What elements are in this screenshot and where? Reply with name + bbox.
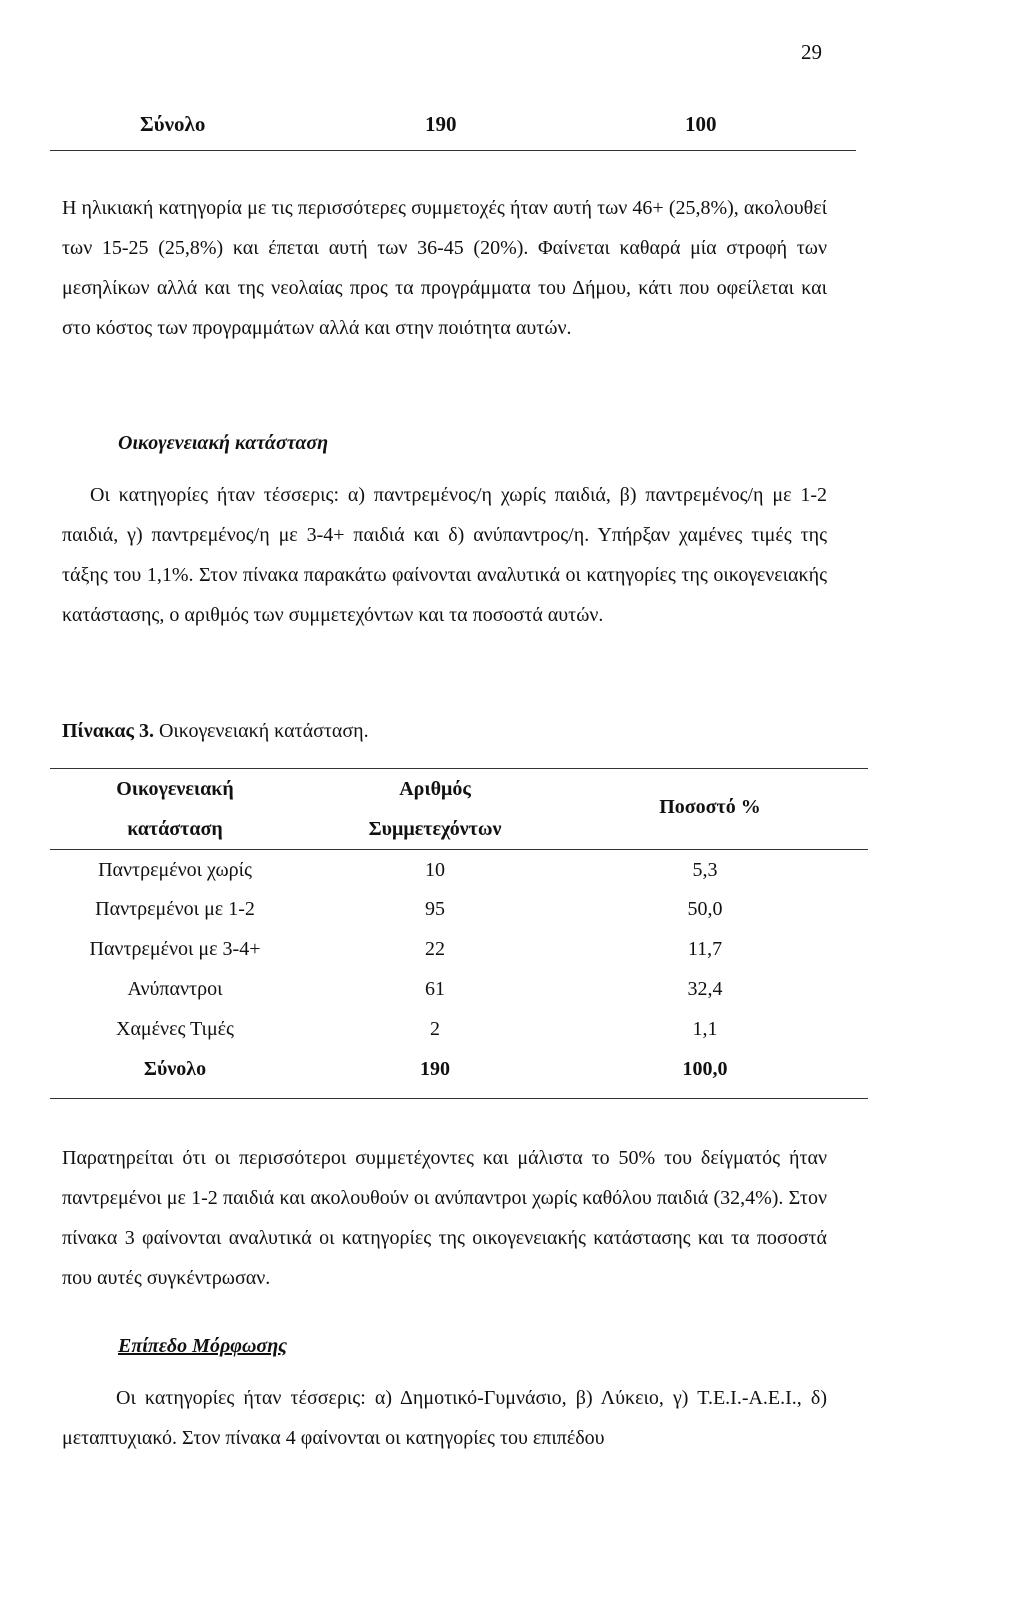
table-header-col1-line2: κατάσταση (127, 818, 223, 840)
table-header-rule (50, 849, 868, 850)
row-count: 95 (425, 898, 445, 920)
row-count: 2 (430, 1018, 440, 1040)
table-caption-label: Πίνακας 3. (62, 720, 154, 742)
total-count: 190 (420, 1058, 450, 1080)
row-percent: 32,4 (687, 978, 723, 1000)
previous-table-total-row (140, 112, 860, 142)
row-category: Ανύπαντροι (127, 978, 223, 1000)
table-header-col1-line1: Οικογενειακή (116, 778, 234, 800)
table-top-rule (50, 768, 868, 769)
table-caption-text: Οικογενειακή κατάσταση. (153, 720, 369, 742)
paragraph-family-status: Οι κατηγορίες ήταν τέσσερις: α) παντρεμένος/η χωρίς παιδιά, β) παντρεμένος/η με 1-2 παιδιά, γ) παντρεμένος/η με 3-4+ παιδιά και δ) ανύπαντρος/η. Υπήρξαν χαμένες τιμές της τάξης του 1,1%. Στον πίνακα παρακάτω φαίνονται αναλυτικά οι κατηγορίες της οικογενειακής κατάστασης, ο αριθμός των συμμετεχόντων και τα ποσοστά αυτών. (62, 484, 827, 626)
row-count: 10 (425, 859, 445, 881)
paragraph-observation: Παρατηρείται ότι οι περισσότεροι συμμετέχοντες και μάλιστα το 50% του δείγματός ήταν παντρεμένοι με 1-2 παιδιά και ακολουθούν οι ανύπαντροι χωρίς καθόλου παιδιά (32,4%). Στον πίνακα 3 φαίνονται αναλυτικά οι κατηγορίες της οικογενειακής κατάστασης και τα ποσοστά που αυτές συγκέντρωσαν. (62, 1147, 827, 1289)
row-category: Παντρεμένοι με 1-2 (95, 898, 255, 920)
table-bottom-rule (50, 1098, 868, 1099)
previous-total-label: Σύνολο (140, 112, 206, 136)
table-header-col3: Ποσοστό % (659, 796, 761, 818)
total-category: Σύνολο (143, 1058, 207, 1080)
row-percent: 1,1 (692, 1018, 718, 1040)
table-header-col2-line1: Αριθμός (399, 778, 471, 800)
education-level-heading: Επίπεδο Μόρφωσης (118, 1335, 288, 1357)
page-number: 29 (801, 40, 822, 64)
row-count: 61 (425, 978, 445, 1000)
family-status-heading: Οικογενειακή κατάσταση (118, 432, 329, 454)
previous-total-count: 190 (425, 112, 457, 136)
previous-total-percent: 100 (685, 112, 717, 136)
row-category: Παντρεμένοι με 3-4+ (89, 938, 261, 960)
paragraph-age: Η ηλικιακή κατηγορία με τις περισσότερες συμμετοχές ήταν αυτή των 46+ (25,8%), ακολουθεί των 15-25 (25,8%) και έπεται αυτή των 36-45 (20%). Φαίνεται καθαρά μία στροφή των μεσηλίκων αλλά και της νεολαίας προς τα προγράμματα του Δήμου, κάτι που οφείλεται και στο κόστος των προγραμμάτων αλλά και στην ποιότητα αυτών. (62, 197, 827, 339)
row-category: Παντρεμένοι χωρίς (98, 859, 252, 881)
previous-table-bottom-rule (50, 150, 856, 151)
row-percent: 5,3 (692, 859, 718, 881)
row-percent: 50,0 (687, 898, 723, 920)
row-count: 22 (425, 938, 445, 960)
row-category: Χαμένες Τιμές (116, 1018, 234, 1040)
table-caption (62, 720, 369, 743)
row-percent: 11,7 (687, 938, 723, 960)
table-header-col2-line2: Συμμετεχόντων (368, 818, 502, 840)
total-percent: 100,0 (682, 1058, 728, 1080)
paragraph-education-level: Οι κατηγορίες ήταν τέσσερις: α) Δημοτικό-Γυμνάσιο, β) Λύκειο, γ) Τ.Ε.Ι.-Α.Ε.Ι., δ) μεταπτυχιακό. Στον πίνακα 4 φαίνονται οι κατηγορίες του επιπέδου (62, 1387, 827, 1449)
